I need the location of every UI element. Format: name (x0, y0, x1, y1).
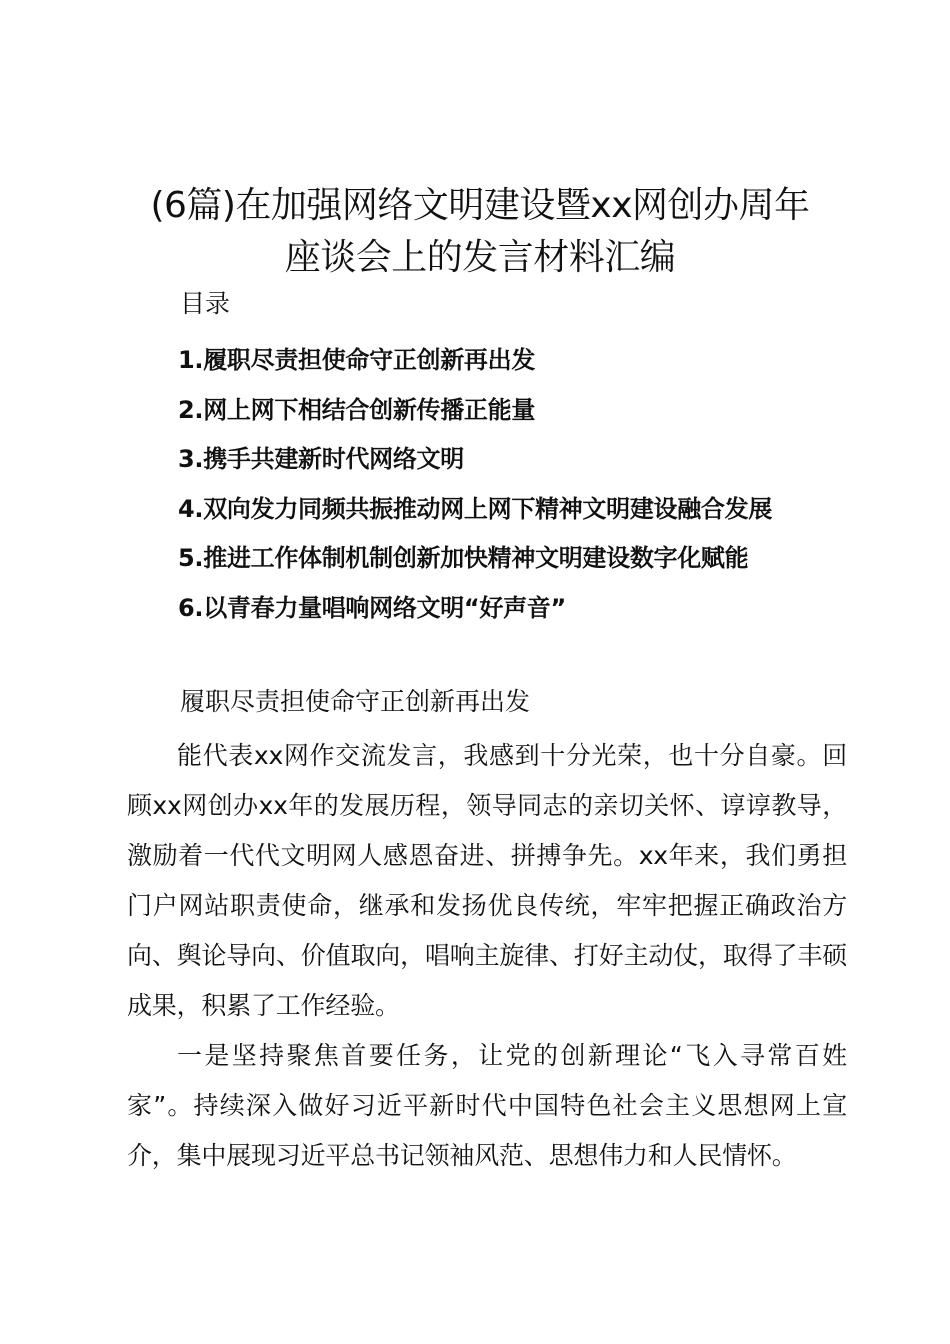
toc-item: 3.携手共建新时代网络文明 (178, 445, 464, 474)
paragraph: 一是坚持聚焦首要任务，让党的创新理论“飞入寻常百姓家”。持续深入做好习近平新时代中国特色社会主义思想网上宣介，集中展现习近平总书记领袖风范、思想伟力和人民情怀。 (127, 1041, 847, 1170)
toc-item: 2.网上网下相结合创新传播正能量 (178, 395, 536, 424)
toc-heading: 目录 (180, 289, 231, 318)
table-of-contents (178, 336, 772, 634)
section-heading: 履职尽责担使命守正创新再出发 (180, 687, 531, 716)
toc-item: 5.推进工作体制机制创新加快精神文明建设数字化赋能 (178, 544, 749, 573)
body-text (127, 731, 847, 1181)
toc-item: 4.双向发力同频共振推动网上网下精神文明建设融合发展 (178, 494, 773, 523)
paragraph: 能代表xx网作交流发言，我感到十分光荣，也十分自豪。回顾xx网创办xx年的发展历程，领导同志的亲切关怀、谆谆教导，激励着一代代文明网人感恩奋进、拼搏争先。xx年来，我们勇担门户网站职责使命，继承和发扬优良传统，牢牢把握正确政治方向、舆论导向、价值取向，唱响主旋律、打好主动仗，取得了丰硕成果，积累了工作经验。 (127, 741, 847, 1020)
toc-item: 6.以青春力量唱响网络文明“好声音” (178, 593, 566, 622)
toc-item: 1.履职尽责担使命守正创新再出发 (178, 346, 536, 374)
document-title-line-1: (6篇)在加强网络文明建设暨xx网创办周年 (150, 185, 810, 226)
document-title (100, 180, 860, 284)
document-title-line-2: 座谈会上的发言材料汇编 (284, 237, 676, 278)
